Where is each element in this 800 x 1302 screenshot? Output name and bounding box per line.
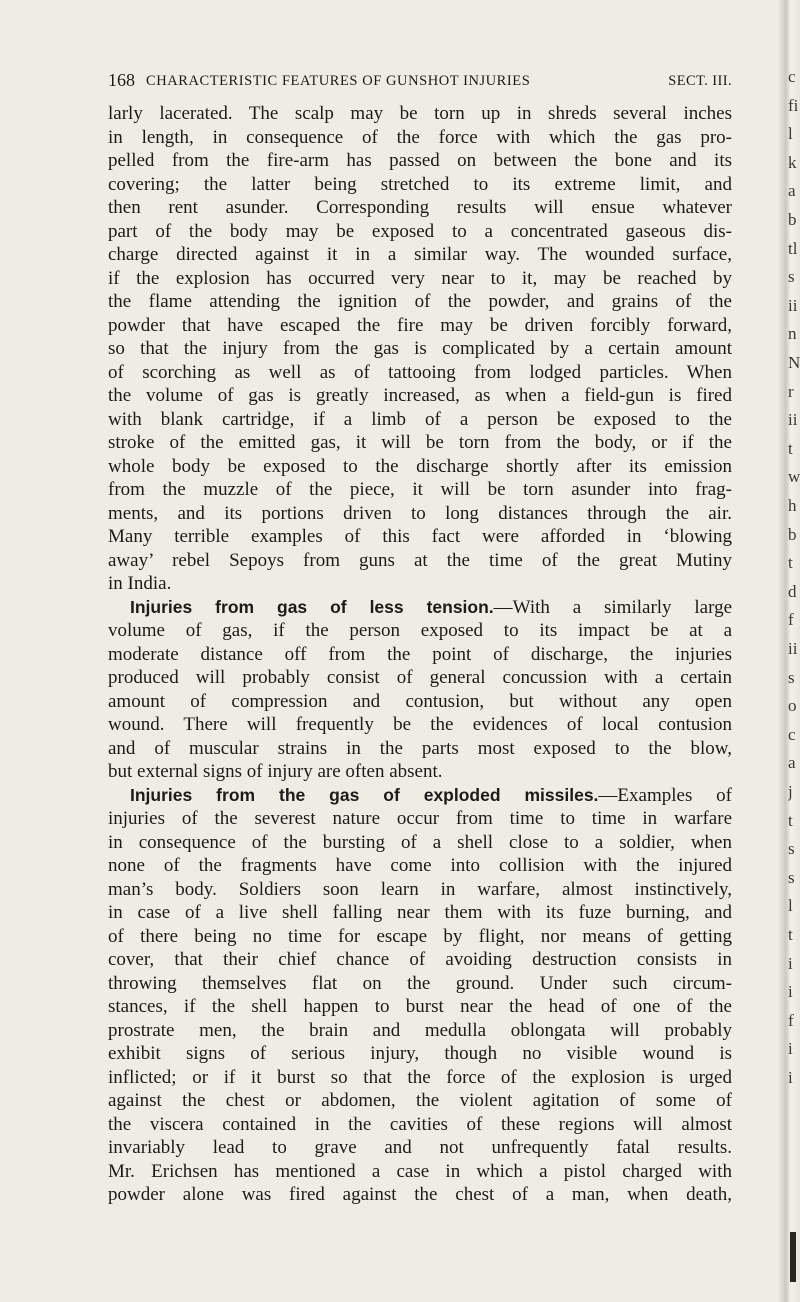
text-line [108, 361, 732, 385]
line-text: with blank cartridge, if a limb of a person be exposed to the [108, 408, 732, 430]
line-text: then rent asunder. Corresponding results will ensue whatever [108, 197, 732, 218]
facing-page-glyph: a [788, 753, 796, 773]
line-text: covering; the latter being stretched to its extreme limit, and [108, 173, 732, 195]
line-text: larly lacerated. The scalp may be torn up in shreds several inches [108, 103, 732, 124]
line-text: the flame attending the ignition of the powder, and grains of the [108, 291, 732, 312]
facing-page-glyph: w [788, 467, 800, 487]
text-line [108, 267, 732, 291]
line-text: cover, that their chief chance of avoiding destruction consists in [108, 949, 732, 970]
text-line [108, 1183, 732, 1207]
line-text: produced will probably consist of general concussion with a certain [108, 667, 732, 688]
facing-page-glyph: s [788, 839, 795, 859]
line-text: pelled from the fire-arm has passed on between the bone and its [108, 150, 732, 171]
line-text: Many terrible examples of this fact were afforded in ‘blowing [108, 526, 732, 547]
text-line [108, 1160, 732, 1184]
text-line [108, 760, 732, 784]
facing-page-glyph: s [788, 267, 795, 287]
paragraph-heading-line [108, 784, 732, 808]
facing-page-glyph: tl [788, 238, 798, 258]
page-edge-mark [790, 1232, 796, 1282]
facing-page-glyph: l [788, 124, 793, 144]
facing-page-glyph: r [788, 381, 794, 401]
facing-page-glyph: i [788, 953, 793, 973]
line-text: moderate distance off from the point of discharge, the injuries [108, 643, 732, 665]
line-text: powder that have escaped the fire may be driven forcibly forward, [108, 314, 732, 336]
text-line [108, 643, 732, 667]
facing-page-glyph: i [788, 1068, 793, 1087]
line-text: in case of a live shell falling near them with its fuze burning, and [108, 902, 732, 923]
line-text: none of the fragments have come into collision with the injured [108, 855, 732, 876]
text-line [108, 572, 732, 596]
line-text: the volume of gas is greatly increased, as when a field-gun is fired [108, 385, 732, 406]
line-text: exhibit signs of serious injury, though no visible wound is [108, 1043, 732, 1064]
line-text: stances, if the shell happen to burst near the head of one of the [108, 996, 732, 1017]
section-label: SECT. III. [668, 73, 732, 89]
facing-page-glyph: t [788, 553, 793, 573]
line-text: if the explosion has occurred very near to it, may be reached by [108, 267, 732, 289]
facing-page-glyph: d [788, 581, 797, 601]
line-text: in consequence of the bursting of a shell close to a soldier, when [108, 831, 732, 853]
text-line [108, 901, 732, 925]
text-line [108, 549, 732, 573]
line-text: from the muzzle of the piece, it will be torn asunder into frag- [108, 479, 732, 500]
facing-page-glyph: s [788, 867, 795, 887]
facing-page-glyph: c [788, 724, 796, 744]
text-line [108, 243, 732, 267]
line-text: and of muscular strains in the parts most exposed to the blow, [108, 737, 732, 759]
text-line [108, 854, 732, 878]
facing-page-glyph: ii [788, 410, 798, 430]
facing-page-glyph: t [788, 438, 793, 458]
page-header [108, 70, 732, 94]
line-text: of there being no time for escape by flight, nor means of getting [108, 925, 732, 947]
text-line [108, 431, 732, 455]
facing-page-glyph: h [788, 496, 797, 515]
facing-page-glyph: i [788, 982, 793, 1002]
text-line [108, 290, 732, 314]
line-text: —With a similarly large [493, 596, 733, 618]
line-text: Mr. Erichsen has mentioned a case in which a pistol charged with [108, 1160, 732, 1182]
line-text: ments, and its portions driven to long distances through the air. [108, 502, 732, 524]
line-text: but external signs of injury are often absent. [108, 761, 443, 782]
facing-page-glyph: b [788, 210, 797, 229]
line-text: so that the injury from the gas is complicated by a certain amount [108, 338, 732, 359]
text-line [108, 690, 732, 714]
line-text: prostrate men, the brain and medulla oblongata will probably [108, 1019, 732, 1041]
facing-page-glyph: s [788, 667, 795, 687]
facing-page-glyph: o [788, 696, 797, 716]
line-text: stroke of the emitted gas, it will be torn from the body, or if the [108, 432, 732, 453]
facing-page-glyph: a [788, 181, 796, 201]
text-line [108, 807, 732, 831]
line-text: charge directed against it in a similar way. The wounded surface, [108, 244, 732, 265]
page-number: 168 [108, 70, 135, 90]
facing-page-glyph: f [788, 1010, 794, 1030]
line-text: wound. There will frequently be the evidences of local contusion [108, 714, 732, 735]
line-text: throwing themselves flat on the ground. Under such circum- [108, 972, 732, 994]
text-line [108, 713, 732, 737]
facing-page-glyph: j [788, 782, 793, 801]
line-text: volume of gas, if the person exposed to its impact be at a [108, 620, 732, 641]
text-line [108, 502, 732, 526]
facing-page-glyph: ii [788, 295, 798, 315]
text-line [108, 995, 732, 1019]
text-line [108, 196, 732, 220]
text-line [108, 408, 732, 432]
line-text: inflicted; or if it burst so that the force of the explosion is urged [108, 1066, 732, 1088]
paragraph-heading-line [108, 596, 732, 620]
line-text: away’ rebel Sepoys from guns at the time of the great Mutiny [108, 549, 732, 571]
text-line [108, 1042, 732, 1066]
line-text: man’s body. Soldiers soon learn in warfare, almost instinctively, [108, 878, 732, 900]
text-line [108, 948, 732, 972]
text-line [108, 1066, 732, 1090]
text-line [108, 737, 732, 761]
facing-page-glyph: f [788, 610, 794, 630]
line-text: invariably lead to grave and not unfrequently fatal results. [108, 1137, 732, 1158]
facing-page-glyph: t [788, 810, 793, 830]
line-text: of scorching as well as of tattooing from lodged particles. When [108, 361, 732, 383]
section-heading: Injuries from gas of less tension. [130, 596, 494, 617]
text-line [108, 972, 732, 996]
text-line [108, 619, 732, 643]
line-text: injuries of the severest nature occur from time to time in warfare [108, 808, 732, 829]
facing-page-glyph: fi [788, 95, 799, 115]
facing-page-glyph: i [788, 1039, 793, 1059]
text-line [108, 455, 732, 479]
line-text: against the chest or abdomen, the violent agitation of some of [108, 1090, 732, 1111]
line-text: powder alone was fired against the chest of a man, when death, [108, 1184, 732, 1205]
text-line [108, 126, 732, 150]
text-line [108, 149, 732, 173]
facing-page-glyph: k [788, 152, 797, 172]
text-line [108, 220, 732, 244]
facing-page-glyph: b [788, 524, 797, 544]
line-text: —Examples of [598, 784, 732, 806]
line-text: the viscera contained in the cavities of these regions will almost [108, 1113, 732, 1135]
text-line [108, 1136, 732, 1160]
text-line [108, 666, 732, 690]
line-text: whole body be exposed to the discharge shortly after its emission [108, 455, 732, 477]
section-heading: Injuries from the gas of exploded missiles. [130, 784, 599, 805]
text-line [108, 314, 732, 338]
running-title: CHARACTERISTIC FEATURES OF GUNSHOT INJURIES [146, 73, 531, 89]
facing-page-glyph: n [788, 324, 797, 344]
text-line [108, 1113, 732, 1137]
facing-page-glyph: ii [788, 639, 798, 658]
line-text: part of the body may be exposed to a concentrated gaseous dis- [108, 220, 732, 242]
text-line [108, 831, 732, 855]
text-line [108, 878, 732, 902]
facing-page-glyph: t [788, 925, 793, 944]
text-line [108, 173, 732, 197]
text-line [108, 1019, 732, 1043]
line-text: in length, in consequence of the force with which the gas pro- [108, 126, 732, 148]
line-text: in India. [108, 573, 172, 594]
text-line [108, 102, 732, 126]
body-text [108, 102, 732, 1207]
facing-page-glyph: l [788, 896, 793, 916]
text-line [108, 1089, 732, 1113]
text-line [108, 337, 732, 361]
text-line [108, 925, 732, 949]
text-line [108, 478, 732, 502]
text-line [108, 525, 732, 549]
facing-page-glyph: N [788, 353, 800, 372]
facing-page-glyph: c [788, 67, 796, 86]
line-text: amount of compression and contusion, but without any open [108, 690, 732, 712]
text-line [108, 384, 732, 408]
